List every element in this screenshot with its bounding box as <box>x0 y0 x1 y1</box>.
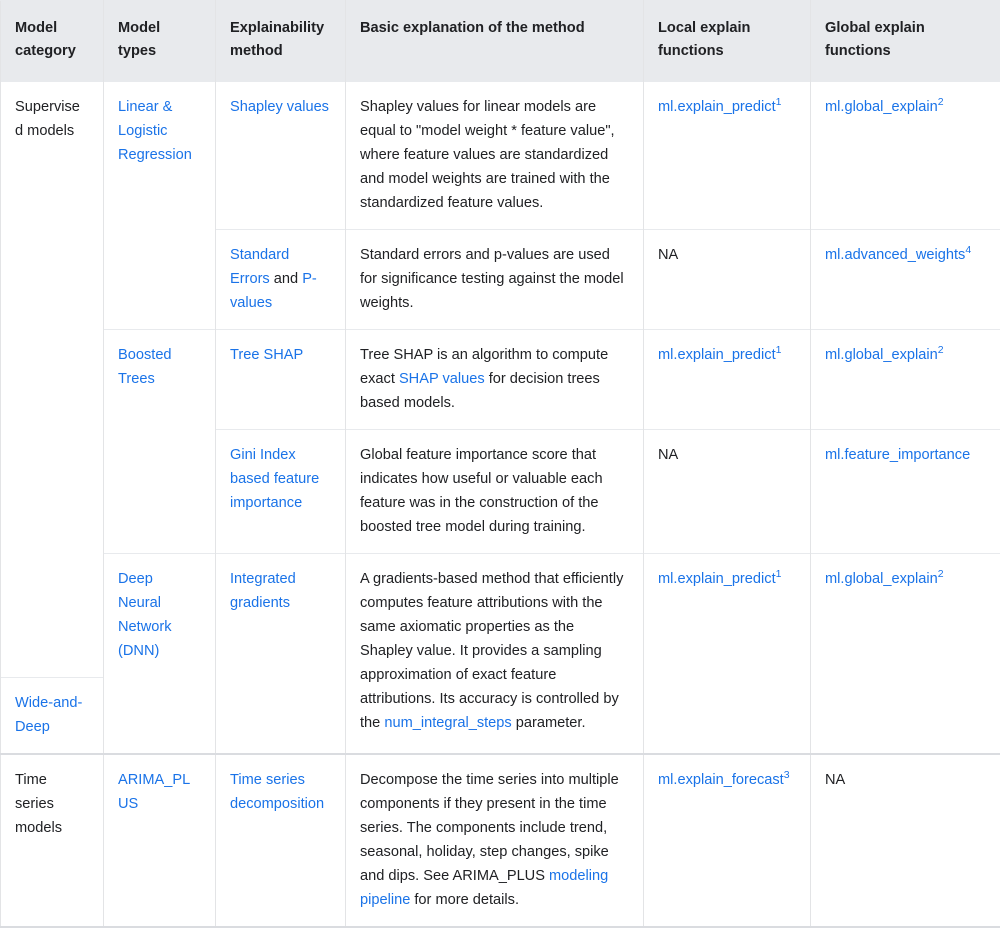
link-ml-explain-predict[interactable]: ml.explain_predict$^1$ <box>658 571 781 587</box>
footnote-marker: 2 <box>938 568 944 580</box>
local-explain-na: NA <box>658 447 678 463</box>
column-header-explainability-method: Explainability method <box>216 1 346 82</box>
cell-model-type <box>104 82 216 330</box>
description-text: Global feature importance score that indicates how useful or valuable each feature was in the construction of the boosted tree model during training. <box>360 447 603 535</box>
cell-explainability-method <box>216 554 346 754</box>
cell-local-explain <box>644 554 811 754</box>
link-integrated-gradients[interactable]: Integrated gradients <box>230 571 296 611</box>
table-body <box>1 82 1000 927</box>
column-header-local-explain: Local explain functions <box>644 1 811 82</box>
link-linear-logistic-regression[interactable]: Linear & Logistic Regression <box>118 99 192 163</box>
cell-basic-explanation <box>346 230 644 330</box>
cell-global-explain <box>811 754 1000 927</box>
link-deep-neural-network[interactable]: Deep Neural Network (DNN) <box>118 571 172 659</box>
link-standard-errors[interactable]: Standard Errors <box>230 247 289 287</box>
table-header <box>1 1 1000 82</box>
cell-explainability-method <box>216 82 346 230</box>
local-explain-na: NA <box>658 247 678 263</box>
link-boosted-trees[interactable]: Boosted Trees <box>118 347 172 387</box>
footnote-marker: 4 <box>965 244 971 256</box>
link-gini-index-feature-importance[interactable]: Gini Index based feature importance <box>230 447 319 511</box>
cell-basic-explanation <box>346 330 644 430</box>
link-tree-shap[interactable]: Tree SHAP <box>230 347 303 363</box>
link-wide-and-deep[interactable]: Wide-and-Deep <box>15 695 82 735</box>
table-row <box>1 754 1000 927</box>
link-ml-explain-predict[interactable]: ml.explain_predict$^1$ <box>658 347 781 363</box>
description-text: parameter. <box>512 715 586 731</box>
description-text: Decompose the time series into multiple components if they present in the time series. The components include trend, seasonal, holiday, step changes, spike and dips. See ARIMA_PLUS <box>360 772 619 884</box>
cell-local-explain <box>644 230 811 330</box>
cell-model-type <box>104 754 216 927</box>
cell-local-explain <box>644 430 811 554</box>
footnote-marker: 2 <box>938 344 944 356</box>
cell-model-category <box>1 754 104 927</box>
link-num-integral-steps[interactable]: num_integral_steps <box>384 715 511 731</box>
cell-basic-explanation <box>346 554 644 754</box>
link-ml-advanced-weights[interactable]: ml.advanced_weights$^4$ <box>825 247 971 263</box>
cell-explainability-method <box>216 230 346 330</box>
cell-global-explain <box>811 430 1000 554</box>
table-row <box>1 82 1000 230</box>
description-text: Standard errors and p-values are used for significance testing against the model weights. <box>360 247 624 311</box>
link-ml-explain-forecast[interactable]: ml.explain_forecast$^3$ <box>658 772 790 788</box>
column-header-global-explain: Global explain functions <box>811 1 1000 82</box>
cell-basic-explanation <box>346 82 644 230</box>
column-header-model-category: Model category <box>1 1 104 82</box>
column-header-basic-explanation: Basic explanation of the method <box>346 1 644 82</box>
table-row <box>1 330 1000 430</box>
cell-model-category <box>1 82 104 678</box>
model-category-label: Time series models <box>15 768 87 840</box>
link-arima-plus[interactable]: ARIMA_PLUS <box>118 772 190 812</box>
link-shap-values[interactable]: SHAP values <box>399 371 485 387</box>
description-text: Tree SHAP is an algorithm to compute exact <box>360 347 608 387</box>
cell-global-explain <box>811 330 1000 430</box>
cell-explainability-method <box>216 330 346 430</box>
cell-local-explain <box>644 82 811 230</box>
link-p-values[interactable]: P-values <box>230 271 317 311</box>
method-conjunction: and <box>270 271 302 287</box>
header-row <box>1 1 1000 82</box>
description-text: A gradients-based method that efficiently computes feature attributions with the same axiomatic properties as the Shapley value. It provides a sampling approximation of exact feature attributions. Its accuracy is controlled by the <box>360 571 623 731</box>
cell-model-type <box>104 554 216 678</box>
footnote-marker: 1 <box>776 344 782 356</box>
description-text: for decision trees based models. <box>360 371 600 411</box>
cell-global-explain <box>811 554 1000 754</box>
description-text: for more details. <box>410 892 519 908</box>
footnote-marker: 1 <box>776 96 782 108</box>
cell-global-explain <box>811 230 1000 330</box>
link-ml-explain-predict[interactable]: ml.explain_predict$^1$ <box>658 99 781 115</box>
footnote-marker: 1 <box>776 568 782 580</box>
cell-basic-explanation <box>346 754 644 927</box>
model-category-label: Supervised models <box>15 95 87 143</box>
link-modeling-pipeline[interactable]: modeling pipeline <box>360 868 608 908</box>
cell-local-explain <box>644 330 811 430</box>
link-shapley-values[interactable]: Shapley values <box>230 99 329 115</box>
cell-model-type <box>104 330 216 554</box>
column-header-model-types: Model types <box>104 1 216 82</box>
cell-explainability-method <box>216 754 346 927</box>
link-ml-global-explain[interactable]: ml.global_explain$^2$ <box>825 347 944 363</box>
table-row <box>1 554 1000 678</box>
global-explain-na: NA <box>825 772 845 788</box>
footnote-marker: 2 <box>938 96 944 108</box>
description-text: Shapley values for linear models are equal to "model weight * feature value", where feature values are standardized and model weights are trained with the standardized feature values. <box>360 99 615 211</box>
cell-local-explain <box>644 754 811 927</box>
cell-basic-explanation <box>346 430 644 554</box>
cell-model-type <box>1 677 104 754</box>
cell-explainability-method <box>216 430 346 554</box>
cell-global-explain <box>811 82 1000 230</box>
link-ml-global-explain[interactable]: ml.global_explain$^2$ <box>825 99 944 115</box>
link-ml-global-explain[interactable]: ml.global_explain$^2$ <box>825 571 944 587</box>
link-time-series-decomposition[interactable]: Time series decomposition <box>230 772 324 812</box>
link-ml-feature-importance[interactable]: ml.feature_importance <box>825 447 970 463</box>
footnote-marker: 3 <box>784 769 790 781</box>
